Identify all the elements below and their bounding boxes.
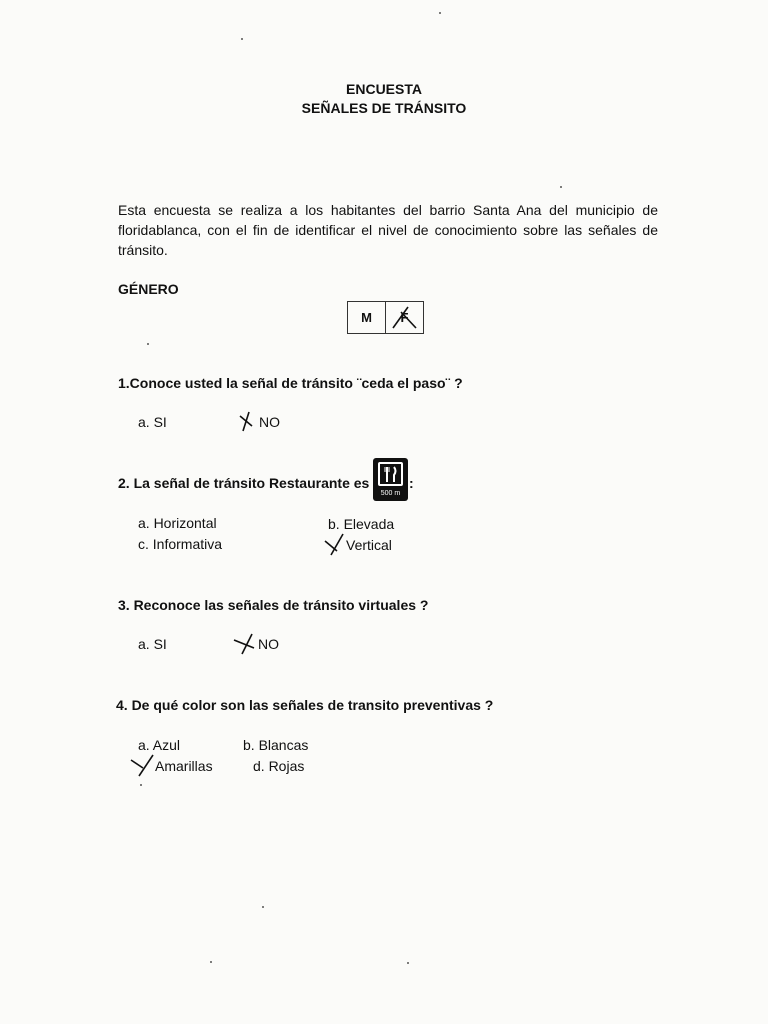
- q4-option-azul[interactable]: a. Azul: [138, 737, 181, 753]
- scan-speck: [439, 12, 441, 14]
- restaurant-sign-frame: [378, 462, 403, 486]
- checkmark-x-icon: [386, 302, 423, 333]
- q4-option-rojas[interactable]: d. Rojas: [253, 758, 305, 774]
- gender-option-f-label: F: [400, 310, 409, 325]
- gender-label: GÉNERO: [118, 281, 179, 297]
- scan-speck: [147, 343, 149, 345]
- q4-option-amarillas[interactable]: Amarillas: [155, 758, 213, 774]
- checkmark-x-icon: [323, 531, 347, 557]
- q1-option-no[interactable]: NO: [259, 414, 280, 430]
- checkmark-x-icon: [129, 752, 157, 778]
- scan-speck: [407, 962, 409, 964]
- q2-option-vertical[interactable]: Vertical: [346, 537, 392, 553]
- scan-speck: [560, 186, 562, 188]
- scan-speck: [241, 38, 243, 40]
- scan-speck: [210, 961, 212, 963]
- survey-subtitle: SEÑALES DE TRÁNSITO: [301, 100, 467, 116]
- question-3: 3. Reconoce las señales de tránsito virtuales ?: [118, 597, 429, 613]
- q2-option-elevada[interactable]: b. Elevada: [328, 516, 395, 532]
- gender-box: [347, 301, 424, 334]
- gender-option-m[interactable]: M: [361, 310, 372, 325]
- question-2: 2. La señal de tránsito Restaurante es: [118, 475, 370, 491]
- survey-title: ENCUESTA: [346, 81, 422, 97]
- scan-speck: [140, 784, 142, 786]
- q1-option-si[interactable]: a. SI: [138, 414, 167, 430]
- q2-option-informativa[interactable]: c. Informativa: [138, 536, 223, 552]
- checkmark-x-icon: [238, 410, 258, 432]
- restaurant-sign-icon: [373, 458, 408, 501]
- gender-option-f[interactable]: [385, 302, 423, 333]
- question-2-colon: :: [409, 475, 414, 491]
- question-1: 1.Conoce usted la señal de tránsito ¨ceda el paso¨ ?: [118, 375, 463, 391]
- scan-speck: [262, 906, 264, 908]
- q2-option-horizontal[interactable]: a. Horizontal: [138, 515, 217, 531]
- q3-option-si[interactable]: a. SI: [138, 636, 167, 652]
- question-4: 4. De qué color son las señales de transito preventivas ?: [116, 697, 494, 713]
- checkmark-x-icon: [232, 632, 258, 656]
- intro-paragraph: Esta encuesta se realiza a los habitantes del barrio Santa Ana del municipio de floridablanca, con el fin de identificar el nivel de conocimiento sobre las señales de tránsito.: [118, 202, 658, 258]
- q3-option-no[interactable]: NO: [258, 636, 279, 652]
- q4-option-blancas[interactable]: b. Blancas: [243, 737, 309, 753]
- sign-distance: 500 m: [380, 490, 401, 497]
- fork-knife-icon: [380, 464, 401, 484]
